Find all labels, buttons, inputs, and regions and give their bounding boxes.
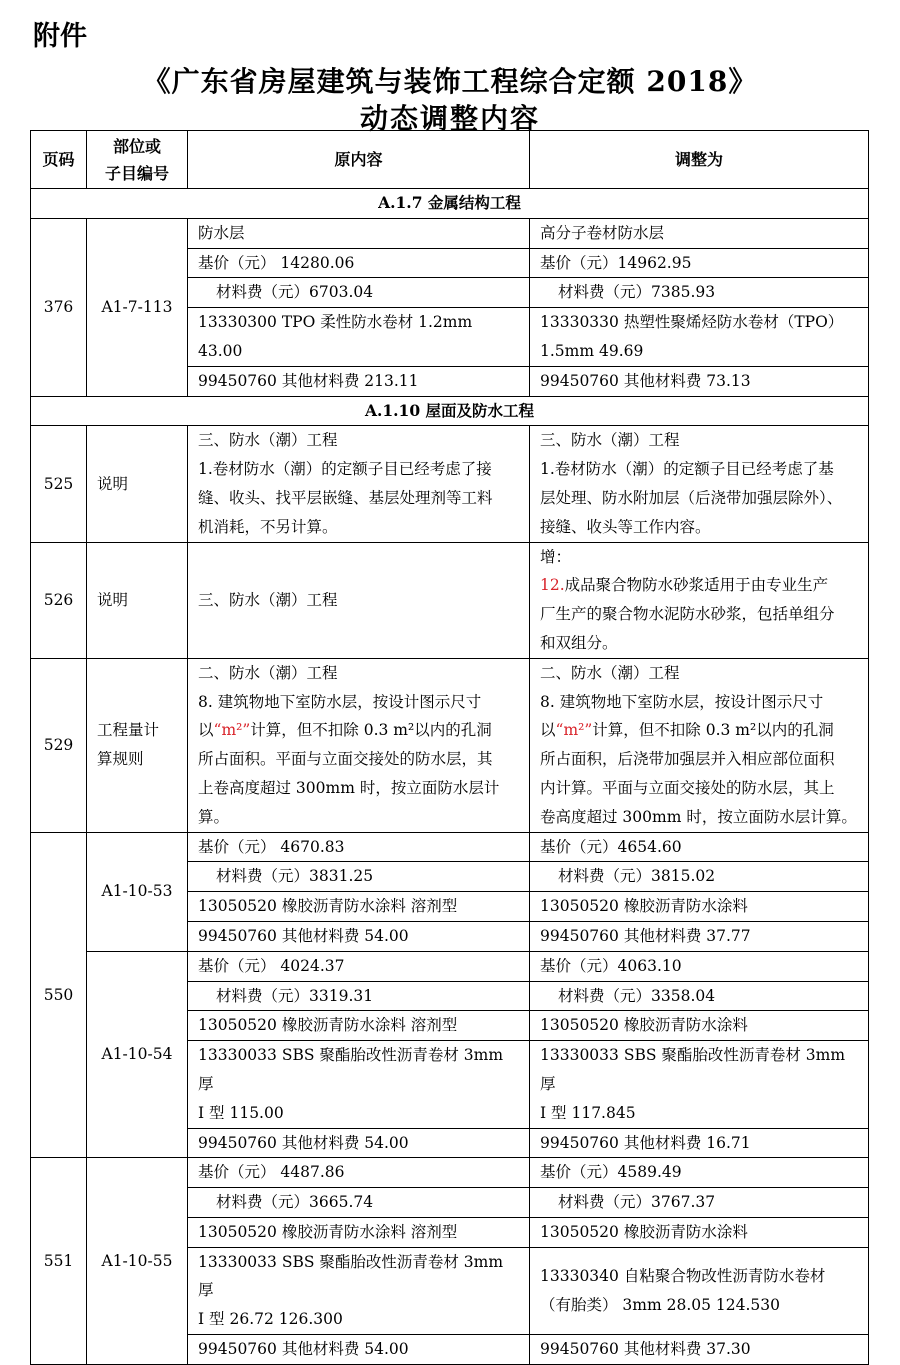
header-row bbox=[31, 131, 869, 189]
adjusted-cell: 材料费（元）3815.02 bbox=[530, 862, 869, 892]
original-cell: 99450760 其他材料费 54.00 bbox=[188, 1128, 530, 1158]
page-number: 550 bbox=[31, 832, 87, 1158]
original-cell: 99450760 其他材料费 54.00 bbox=[188, 1335, 530, 1365]
adjusted-cell: 基价（元）4654.60 bbox=[530, 832, 869, 862]
adjusted-cell: 13330033 SBS 聚酯胎改性沥青卷材 3mm 厚 I 型 117.845 bbox=[530, 1041, 869, 1128]
adjusted-cell: 基价（元）4589.49 bbox=[530, 1158, 869, 1188]
original-cell: 三、防水（潮）工程 bbox=[188, 542, 530, 658]
section-row bbox=[31, 189, 869, 219]
original-cell: 基价（元） 4670.83 bbox=[188, 832, 530, 862]
page-number: 525 bbox=[31, 426, 87, 542]
adjusted-cell: 材料费（元）3358.04 bbox=[530, 981, 869, 1011]
adjusted-cell: 13330340 自粘聚合物改性沥青防水卷材 （有胎类） 3mm 28.05 124.530 bbox=[530, 1247, 869, 1334]
original-cell: 材料费（元）3319.31 bbox=[188, 981, 530, 1011]
item-code: A1-7-113 bbox=[87, 218, 188, 396]
original-cell: 99450760 其他材料费 213.11 bbox=[188, 366, 530, 396]
adjusted-cell: 13330330 热塑性聚烯烃防水卷材（TPO） 1.5mm 49.69 bbox=[530, 308, 869, 367]
adjusted-cell: 13050520 橡胶沥青防水涂料 bbox=[530, 892, 869, 922]
highlight-number: 12. bbox=[540, 576, 565, 595]
original-cell: 材料费（元）3665.74 bbox=[188, 1188, 530, 1218]
original-cell: 13050520 橡胶沥青防水涂料 溶剂型 bbox=[188, 1011, 530, 1041]
header-page: 页码 bbox=[31, 131, 87, 189]
adjusted-cell: 基价（元）4063.10 bbox=[530, 951, 869, 981]
header-adjusted: 调整为 bbox=[530, 131, 869, 189]
table-row bbox=[31, 542, 869, 658]
adjusted-cell: 99450760 其他材料费 37.30 bbox=[530, 1335, 869, 1365]
table-row bbox=[31, 426, 869, 542]
adjusted-cell: 材料费（元）3767.37 bbox=[530, 1188, 869, 1218]
header-original: 原内容 bbox=[188, 131, 530, 189]
original-cell: 13330300 TPO 柔性防水卷材 1.2mm 43.00 bbox=[188, 308, 530, 367]
section-row bbox=[31, 396, 869, 426]
original-cell: 三、防水（潮）工程 1.卷材防水（潮）的定额子目已经考虑了接 缝、收头、找平层嵌缝、基层处理剂等工料 机消耗，不另计算。 bbox=[188, 426, 530, 542]
document-title: 《广东省房屋建筑与装饰工程综合定额 2018》 bbox=[142, 65, 758, 98]
original-cell: 99450760 其他材料费 54.00 bbox=[188, 921, 530, 951]
adjusted-cell: 99450760 其他材料费 37.77 bbox=[530, 921, 869, 951]
adjusted-cell: 二、防水（潮）工程 8. 建筑物地下室防水层，按设计图示尺寸 以“m²”计算，但不扣除 0.3 m²以内的孔洞 所占面积，后浇带加强层并入相应部位面积 内计算。平面与立面交接处的防水层，其上 卷高度超过 300mm 时，按立面防水层计算。 bbox=[530, 658, 869, 832]
item-code: 工程量计 算规则 bbox=[87, 658, 188, 832]
original-cell: 材料费（元）3831.25 bbox=[188, 862, 530, 892]
adjusted-cell: 13050520 橡胶沥青防水涂料 bbox=[530, 1011, 869, 1041]
page-number: 376 bbox=[31, 218, 87, 396]
original-cell: 13050520 橡胶沥青防水涂料 溶剂型 bbox=[188, 892, 530, 922]
adjusted-cell: 高分子卷材防水层 bbox=[530, 218, 869, 248]
item-code: A1-10-53 bbox=[87, 832, 188, 951]
item-code: A1-10-54 bbox=[87, 951, 188, 1158]
highlight-unit: “m²” bbox=[555, 721, 593, 740]
highlight-unit: “m²” bbox=[213, 721, 251, 740]
page-number: 526 bbox=[31, 542, 87, 658]
original-cell: 13330033 SBS 聚酯胎改性沥青卷材 3mm 厚 I 型 115.00 bbox=[188, 1041, 530, 1128]
adjusted-cell: 材料费（元）7385.93 bbox=[530, 278, 869, 308]
original-cell: 基价（元） 4024.37 bbox=[188, 951, 530, 981]
adjusted-cell: 增： 12.成品聚合物防水砂浆适用于由专业生产 厂生产的聚合物水泥防水砂浆，包括单组分 和双组分。 bbox=[530, 542, 869, 658]
section-title: A.1.7 金属结构工程 bbox=[31, 189, 869, 219]
attachment-label: 附件 bbox=[33, 21, 87, 52]
page-number: 529 bbox=[31, 658, 87, 832]
page-number: 551 bbox=[31, 1158, 87, 1365]
adjusted-cell: 13050520 橡胶沥青防水涂料 bbox=[530, 1217, 869, 1247]
item-code: 说明 bbox=[87, 542, 188, 658]
original-cell: 防水层 bbox=[188, 218, 530, 248]
adjusted-cell: 99450760 其他材料费 73.13 bbox=[530, 366, 869, 396]
table-row bbox=[31, 658, 869, 832]
table-row bbox=[31, 832, 869, 862]
original-cell: 13330033 SBS 聚酯胎改性沥青卷材 3mm 厚 I 型 26.72 126.300 bbox=[188, 1247, 530, 1334]
original-cell: 基价（元） 14280.06 bbox=[188, 248, 530, 278]
table-row bbox=[31, 218, 869, 248]
table-row bbox=[31, 951, 869, 981]
header-part: 部位或 子目编号 bbox=[87, 131, 188, 189]
item-code: A1-10-55 bbox=[87, 1158, 188, 1365]
original-cell: 基价（元） 4487.86 bbox=[188, 1158, 530, 1188]
original-cell: 二、防水（潮）工程 8. 建筑物地下室防水层，按设计图示尺寸 以“m²”计算，但不扣除 0.3 m²以内的孔洞 所占面积。平面与立面交接处的防水层，其 上卷高度超过 300mm 时，按立面防水层计算。 bbox=[188, 658, 530, 832]
original-cell: 材料费（元）6703.04 bbox=[188, 278, 530, 308]
adjusted-cell: 基价（元）14962.95 bbox=[530, 248, 869, 278]
table-row bbox=[31, 1158, 869, 1188]
original-cell: 13050520 橡胶沥青防水涂料 溶剂型 bbox=[188, 1217, 530, 1247]
adjustment-table bbox=[30, 130, 869, 1365]
section-title: A.1.10 屋面及防水工程 bbox=[31, 396, 869, 426]
item-code: 说明 bbox=[87, 426, 188, 542]
document-subtitle: 动态调整内容 bbox=[359, 102, 540, 135]
adjusted-cell: 99450760 其他材料费 16.71 bbox=[530, 1128, 869, 1158]
adjusted-cell: 三、防水（潮）工程 1.卷材防水（潮）的定额子目已经考虑了基 层处理、防水附加层（后浇带加强层除外）、 接缝、收头等工作内容。 bbox=[530, 426, 869, 542]
